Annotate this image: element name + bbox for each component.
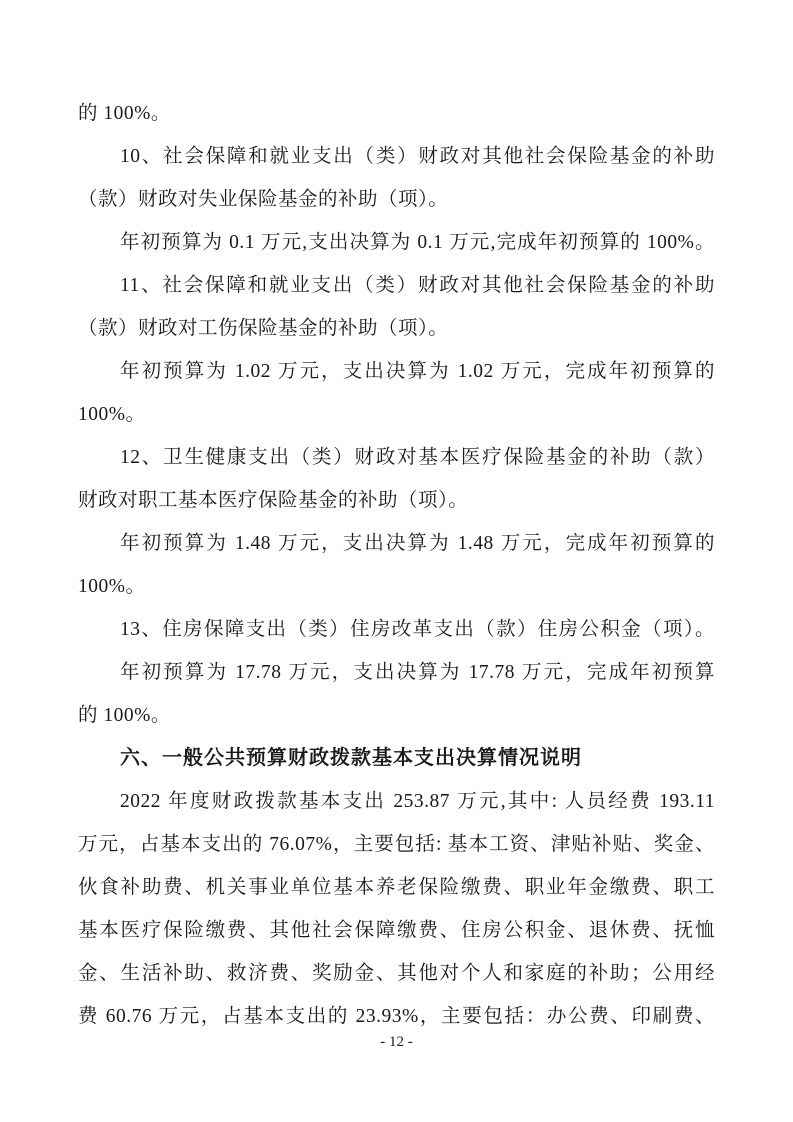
doc-line: 的 100%。 — [78, 705, 171, 726]
doc-line: （款）财政对工伤保险基金的补助（项）。 — [78, 318, 449, 339]
doc-line-item-13: 13、住房保障支出（类）住房改革支出（款）住房公积金（项）。 — [120, 619, 715, 640]
section-heading-basic-expenditure: 六、一般公共预算财政拨款基本支出决算情况说明 — [120, 747, 582, 769]
doc-line-basic-expenditure-total: 2022 年度财政拨款基本支出 253.87 万元,其中: 人员经费 193.11 — [120, 791, 715, 812]
document-body — [78, 92, 715, 1038]
doc-line: 财政对职工基本医疗保险基金的补助（项）。 — [78, 490, 469, 511]
doc-line: 100%。 — [78, 404, 146, 425]
doc-line: 伙食补助费、机关事业单位基本养老保险缴费、职业年金缴费、职工 — [78, 877, 715, 898]
doc-line: 的 100%。 — [78, 103, 171, 124]
doc-line: （款）财政对失业保险基金的补助（项）。 — [78, 189, 449, 210]
doc-line-budget-13: 年初预算为 17.78 万元，支出决算为 17.78 万元，完成年初预算 — [120, 662, 715, 683]
doc-line-item-12: 12、卫生健康支出（类）财政对基本医疗保险基金的补助（款） — [120, 447, 715, 468]
doc-line: 费 60.76 万元，占基本支出的 23.93%，主要包括：办公费、印刷费、 — [78, 1006, 715, 1027]
doc-line-item-10: 10、社会保障和就业支出（类）财政对其他社会保险基金的补助 — [120, 146, 715, 167]
doc-line-item-11: 11、社会保障和就业支出（类）财政对其他社会保险基金的补助 — [120, 275, 715, 296]
page-number: - 12 - — [380, 1034, 413, 1050]
doc-line: 万元，占基本支出的 76.07%，主要包括: 基本工资、津贴补贴、奖金、 — [78, 834, 715, 855]
doc-line-budget-11: 年初预算为 1.02 万元，支出决算为 1.02 万元，完成年初预算的 — [120, 361, 715, 382]
doc-line: 金、生活补助、救济费、奖励金、其他对个人和家庭的补助；公用经 — [78, 963, 715, 984]
doc-line: 基本医疗保险缴费、其他社会保障缴费、住房公积金、退休费、抚恤 — [78, 920, 715, 941]
doc-line-budget-12: 年初预算为 1.48 万元，支出决算为 1.48 万元，完成年初预算的 — [120, 533, 715, 554]
doc-line: 100%。 — [78, 576, 146, 597]
doc-line-budget-10: 年初预算为 0.1 万元,支出决算为 0.1 万元,完成年初预算的 100%。 — [120, 232, 715, 253]
